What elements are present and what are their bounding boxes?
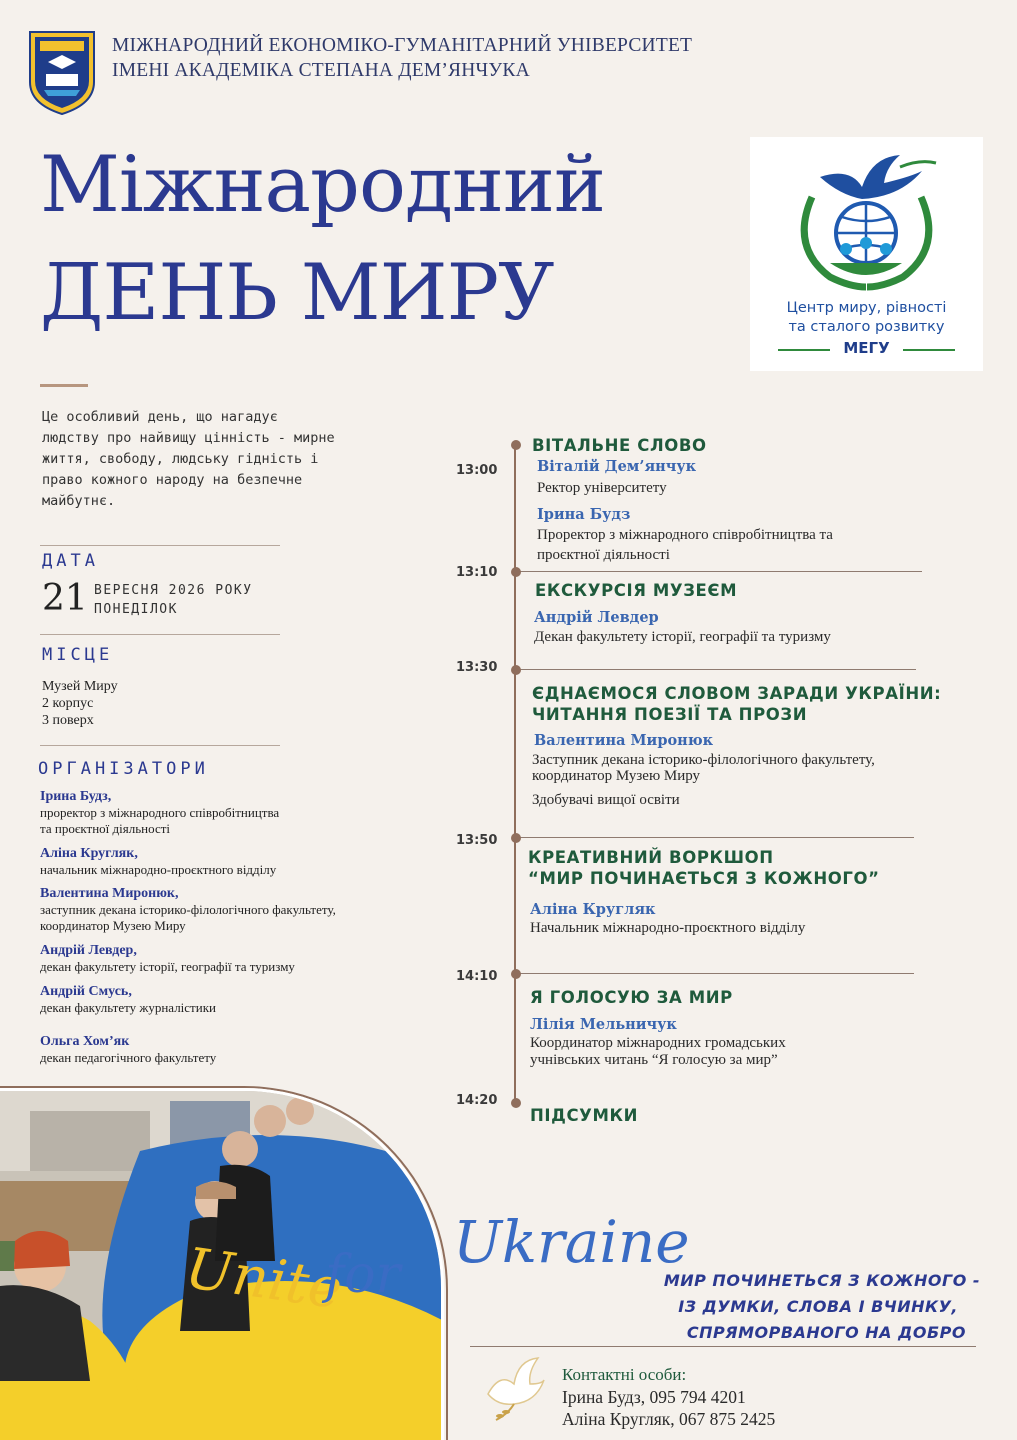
organizer-name: Валентина Миронюк,: [40, 886, 179, 901]
peace-quote: [590, 1268, 980, 1346]
quote-line: МИР ПОЧИНЕТЬСЯ З КОЖНОГО -: [663, 1271, 980, 1290]
organizer-item: [40, 789, 440, 837]
contact-line: Аліна Кругляк, 067 875 2425: [562, 1409, 776, 1429]
organizer-role: та проєктної діяльності: [40, 821, 171, 836]
organizer-role: декан педагогічного факультету: [40, 1050, 217, 1065]
organizer-name: Андрій Смусь,: [40, 984, 132, 999]
title-divider: [40, 384, 88, 387]
timeline-line: [514, 444, 516, 1104]
organizer-role: координатор Музею Миру: [40, 918, 186, 933]
divider: [514, 973, 914, 974]
speaker-name: Ірина Будз: [537, 506, 631, 523]
session-time: 14:20: [456, 1093, 498, 1108]
session-time: 13:50: [456, 833, 498, 848]
speaker-role: Начальник міжнародно-проєктного відділу: [530, 920, 806, 936]
session-title: “МИР ПОЧИНАЄТЬСЯ З КОЖНОГО”: [528, 869, 880, 888]
center-logo-line3: МЕГУ: [843, 339, 890, 357]
organizers-label: ОРГАНІЗАТОРИ: [38, 759, 209, 779]
script-unite: Unite: [185, 1236, 346, 1320]
session-title: ЄДНАЄМОСЯ СЛОВОМ ЗАРАДИ УКРАЇНИ:: [532, 684, 942, 703]
speaker-role: Проректор з міжнародного співробітництва та: [537, 527, 833, 543]
place-line: Музей Миру: [42, 679, 118, 694]
speaker-role: проєктної діяльності: [537, 547, 670, 563]
organizer-name: Ірина Будз,: [40, 789, 112, 804]
event-title-line2: ДЕНЬ МИРУ: [40, 248, 554, 338]
session-title: ЕКСКУРСІЯ МУЗЕЄМ: [535, 581, 738, 600]
place-line: 2 корпус: [42, 696, 94, 711]
speaker-name: Лілія Мельничук: [530, 1016, 677, 1033]
organizer-item: [40, 886, 440, 934]
organizer-role: начальник міжнародно-проєктного відділу: [40, 862, 277, 877]
organizer-name: Андрій Левдер,: [40, 943, 137, 958]
organizer-item: [40, 1034, 440, 1066]
script-ukraine: Ukraine: [453, 1208, 690, 1276]
speaker-name: Аліна Кругляк: [530, 901, 656, 918]
speaker-role: Декан факультету історії, географії та туризму: [534, 629, 831, 645]
event-title-line1: Міжнародний: [40, 140, 605, 230]
organizer-item: [40, 984, 440, 1016]
dove-icon: [478, 1354, 548, 1428]
organizer-role: декан факультету журналістики: [40, 1000, 216, 1015]
timeline-dot: [511, 665, 521, 675]
center-logo-line2: та сталого розвитку: [788, 319, 945, 335]
timeline-dot: [511, 567, 521, 577]
divider: [40, 545, 280, 546]
speaker-role: координатор Музею Миру: [532, 768, 701, 784]
peace-center-logo: [750, 137, 983, 371]
university-crest-icon: [26, 28, 98, 116]
date-weekday: ПОНЕДІЛОК: [94, 602, 178, 617]
session-time: 13:30: [456, 660, 498, 675]
session-title: КРЕАТИВНИЙ ВОРКШОП: [528, 848, 774, 867]
session-title: Я ГОЛОСУЮ ЗА МИР: [530, 988, 733, 1007]
divider: [40, 634, 280, 635]
timeline-dot: [511, 833, 521, 843]
speaker-name: Валентина Миронюк: [534, 732, 714, 749]
date-label: ДАТА: [42, 551, 99, 571]
organizer-role: заступник декана історико-філологічного факультету,: [40, 902, 336, 917]
session-title: ЧИТАННЯ ПОЕЗІЇ ТА ПРОЗИ: [532, 705, 808, 724]
session-time: 14:10: [456, 969, 498, 984]
divider: [470, 1346, 976, 1347]
organizer-role: проректор з міжнародного співробітництва: [40, 805, 280, 820]
logo-underline-left: [778, 349, 830, 351]
dove-globe-icon: [750, 137, 983, 297]
intro-paragraph: Це особливий день, що нагадує людству про найвищу цінність - мирне життя, свободу, людську гідність і право кожного народу на безпечне майбутнє.: [42, 409, 335, 509]
divider: [514, 571, 922, 572]
divider: [40, 745, 280, 746]
quote-line: ІЗ ДУМКИ, СЛОВА І ВЧИНКУ,: [678, 1297, 958, 1316]
logo-underline-right: [903, 349, 955, 351]
organizer-item: [40, 846, 440, 878]
session-title: ПІДСУМКИ: [530, 1106, 638, 1125]
organizer-role: декан факультету історії, географії та туризму: [40, 959, 295, 974]
organizer-item: [40, 943, 440, 975]
place-label: МІСЦЕ: [42, 645, 114, 665]
timeline-dot: [511, 1098, 521, 1108]
speaker-role: учнівських читань “Я голосую за мир”: [530, 1052, 778, 1068]
script-for: for: [325, 1245, 401, 1305]
university-name-line2: ІМЕНІ АКАДЕМІКА СТЕПАНА ДЕМ’ЯНЧУКА: [112, 60, 530, 81]
contact-title: Контактні особи:: [562, 1365, 687, 1384]
speaker-name: Віталій Дем’янчук: [537, 458, 697, 475]
organizer-name: Ольга Хом’як: [40, 1034, 130, 1049]
university-name-line1: МІЖНАРОДНИЙ ЕКОНОМІКО-ГУМАНІТАРНИЙ УНІВЕРСИТЕТ: [112, 35, 693, 56]
speaker-role: Заступник декана історико-філологічного факультету,: [532, 752, 875, 768]
speaker-name: Андрій Левдер: [534, 609, 659, 626]
speaker-role: Координатор міжнародних громадських: [530, 1035, 786, 1051]
place-line: 3 поверх: [42, 713, 94, 728]
session-time: 13:00: [456, 463, 498, 478]
session-time: 13:10: [456, 565, 498, 580]
quote-line: СПРЯМОРВАНОГО НА ДОБРО: [686, 1323, 966, 1342]
organizer-name: Аліна Кругляк,: [40, 846, 138, 861]
session-title: ВІТАЛЬНЕ СЛОВО: [532, 436, 707, 455]
center-logo-line1: Центр миру, рівності: [786, 300, 947, 316]
divider: [514, 837, 914, 838]
date-month-year: ВЕРЕСНЯ 2026 РОКУ: [94, 583, 253, 598]
session-note: Здобувачі вищої освіти: [532, 792, 680, 808]
contact-block: [562, 1364, 775, 1430]
timeline-dot: [511, 969, 521, 979]
date-day: 21: [42, 578, 88, 619]
speaker-role: Ректор університету: [537, 480, 667, 496]
divider: [514, 669, 916, 670]
timeline-dot: [511, 440, 521, 450]
contact-line: Ірина Будз, 095 794 4201: [562, 1387, 746, 1407]
